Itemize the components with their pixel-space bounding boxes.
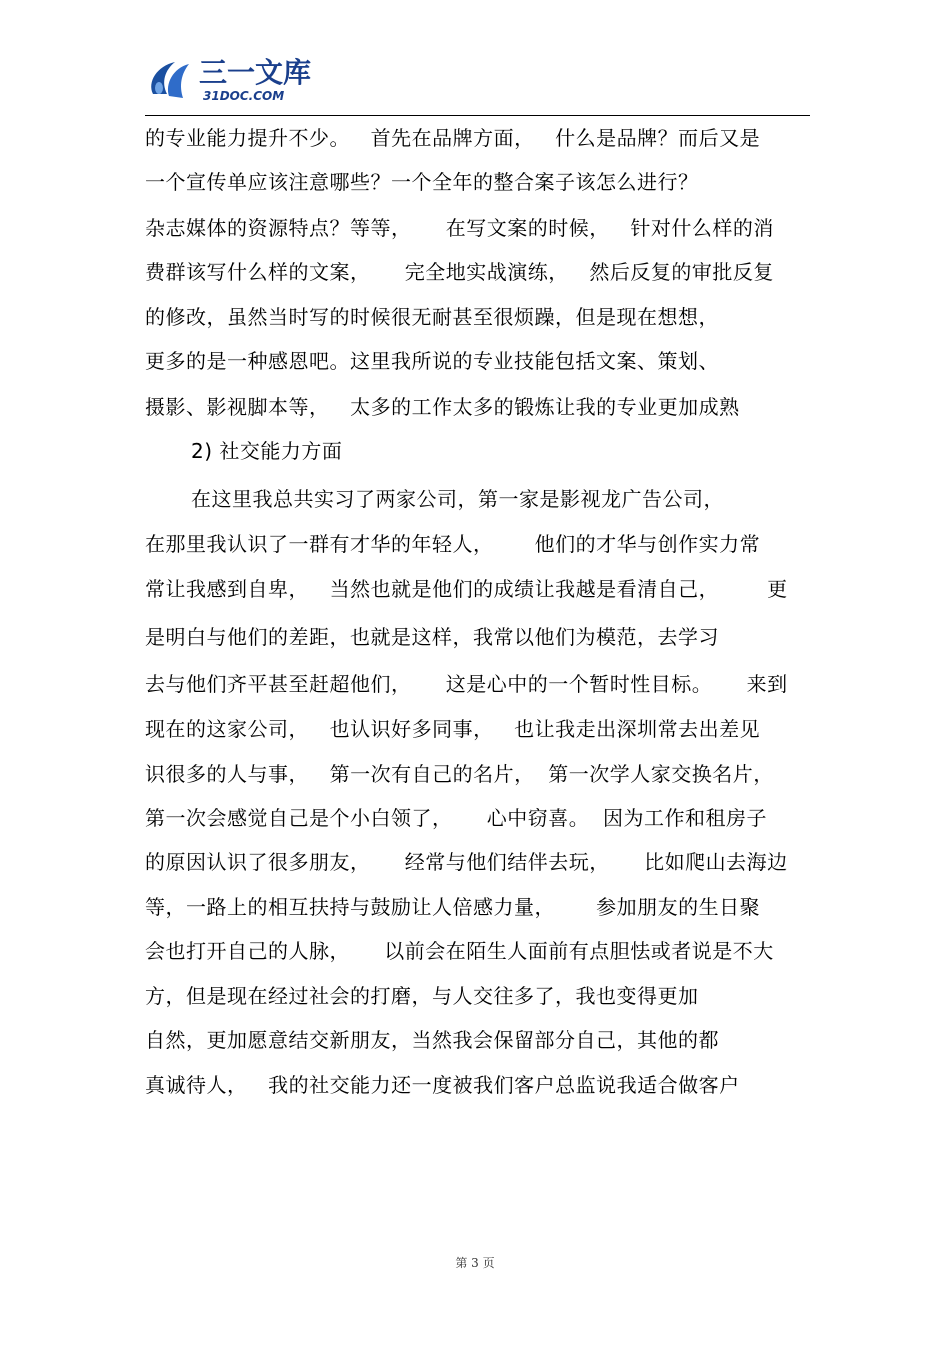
logo-graphic [145,44,325,108]
logo-swoosh-icon-2 [168,64,189,98]
paragraph-line: 的修改，虽然当时写的时候很无耐甚至很烦躁，但是现在想想， [145,305,719,329]
logo-dot-icon [155,82,163,94]
logo-text-en: 31DOC.COM [203,89,285,103]
paragraph-line: 真诚待人， 我的社交能力还一度被我们客户总监说我适合做客户 [145,1073,740,1097]
paragraph-line: 第一次会感觉自己是个小白领了， 心中窃喜。 因为工作和租房子 [145,806,768,830]
paragraph-line: 的原因认识了很多朋友， 经常与他们结伴去玩， 比如爬山去海边 [145,850,788,874]
site-logo [145,44,325,108]
page-number: 第 3 页 [455,1256,495,1270]
paragraph-line: 等，一路上的相互扶持与鼓励让人倍感力量， 参加朋友的生日聚 [145,895,761,919]
paragraph-line: 方，但是现在经过社会的打磨，与人交往多了，我也变得更加 [145,984,699,1008]
page-header [145,44,810,116]
paragraph-line: 在那里我认识了一群有才华的年轻人， 他们的才华与创作实力常 [145,532,761,556]
paragraph-line: 摄影、影视脚本等， 太多的工作太多的锻炼让我的专业更加成熟 [145,395,740,419]
paragraph-line: 更多的是一种感恩吧。这里我所说的专业技能包括文案、策划、 [145,349,719,373]
paragraph-line: 识很多的人与事， 第一次有自己的名片， 第一次学人家交换名片， [145,762,774,786]
paragraph-line: 一个宣传单应该注意哪些？一个全年的整合案子该怎么进行？ [145,170,699,194]
paragraph-line: 费群该写什么样的文案， 完全地实战演练， 然后反复的审批反复 [145,260,774,284]
paragraph-line: 是明白与他们的差距，也就是这样，我常以他们为模范，去学习 [145,625,719,649]
paragraph-line: 在这里我总共实习了两家公司，第一家是影视龙广告公司， [191,487,724,511]
header-divider [145,115,810,116]
paragraph-line: 去与他们齐平甚至赶超他们， 这是心中的一个暂时性目标。 来到 [145,672,788,696]
paragraph-line: 自然，更加愿意结交新朋友，当然我会保留部分自己，其他的都 [145,1028,719,1052]
paragraph-line: 现在的这家公司， 也认识好多同事， 也让我走出深圳常去出差见 [145,717,761,741]
logo-text-cn: 三一文库 [199,56,312,89]
paragraph-line: 的专业能力提升不少。 首先在品牌方面， 什么是品牌？而后又是 [145,126,761,150]
paragraph-line: 常让我感到自卑， 当然也就是他们的成绩让我越是看清自己， 更 [145,577,788,601]
paragraph-line: 杂志媒体的资源特点？等等， 在写文案的时候， 针对什么样的消 [145,216,774,240]
section-heading: 2) 社交能力方面 [191,439,343,463]
paragraph-line: 会也打开自己的人脉， 以前会在陌生人面前有点胆怯或者说是不大 [145,939,774,963]
